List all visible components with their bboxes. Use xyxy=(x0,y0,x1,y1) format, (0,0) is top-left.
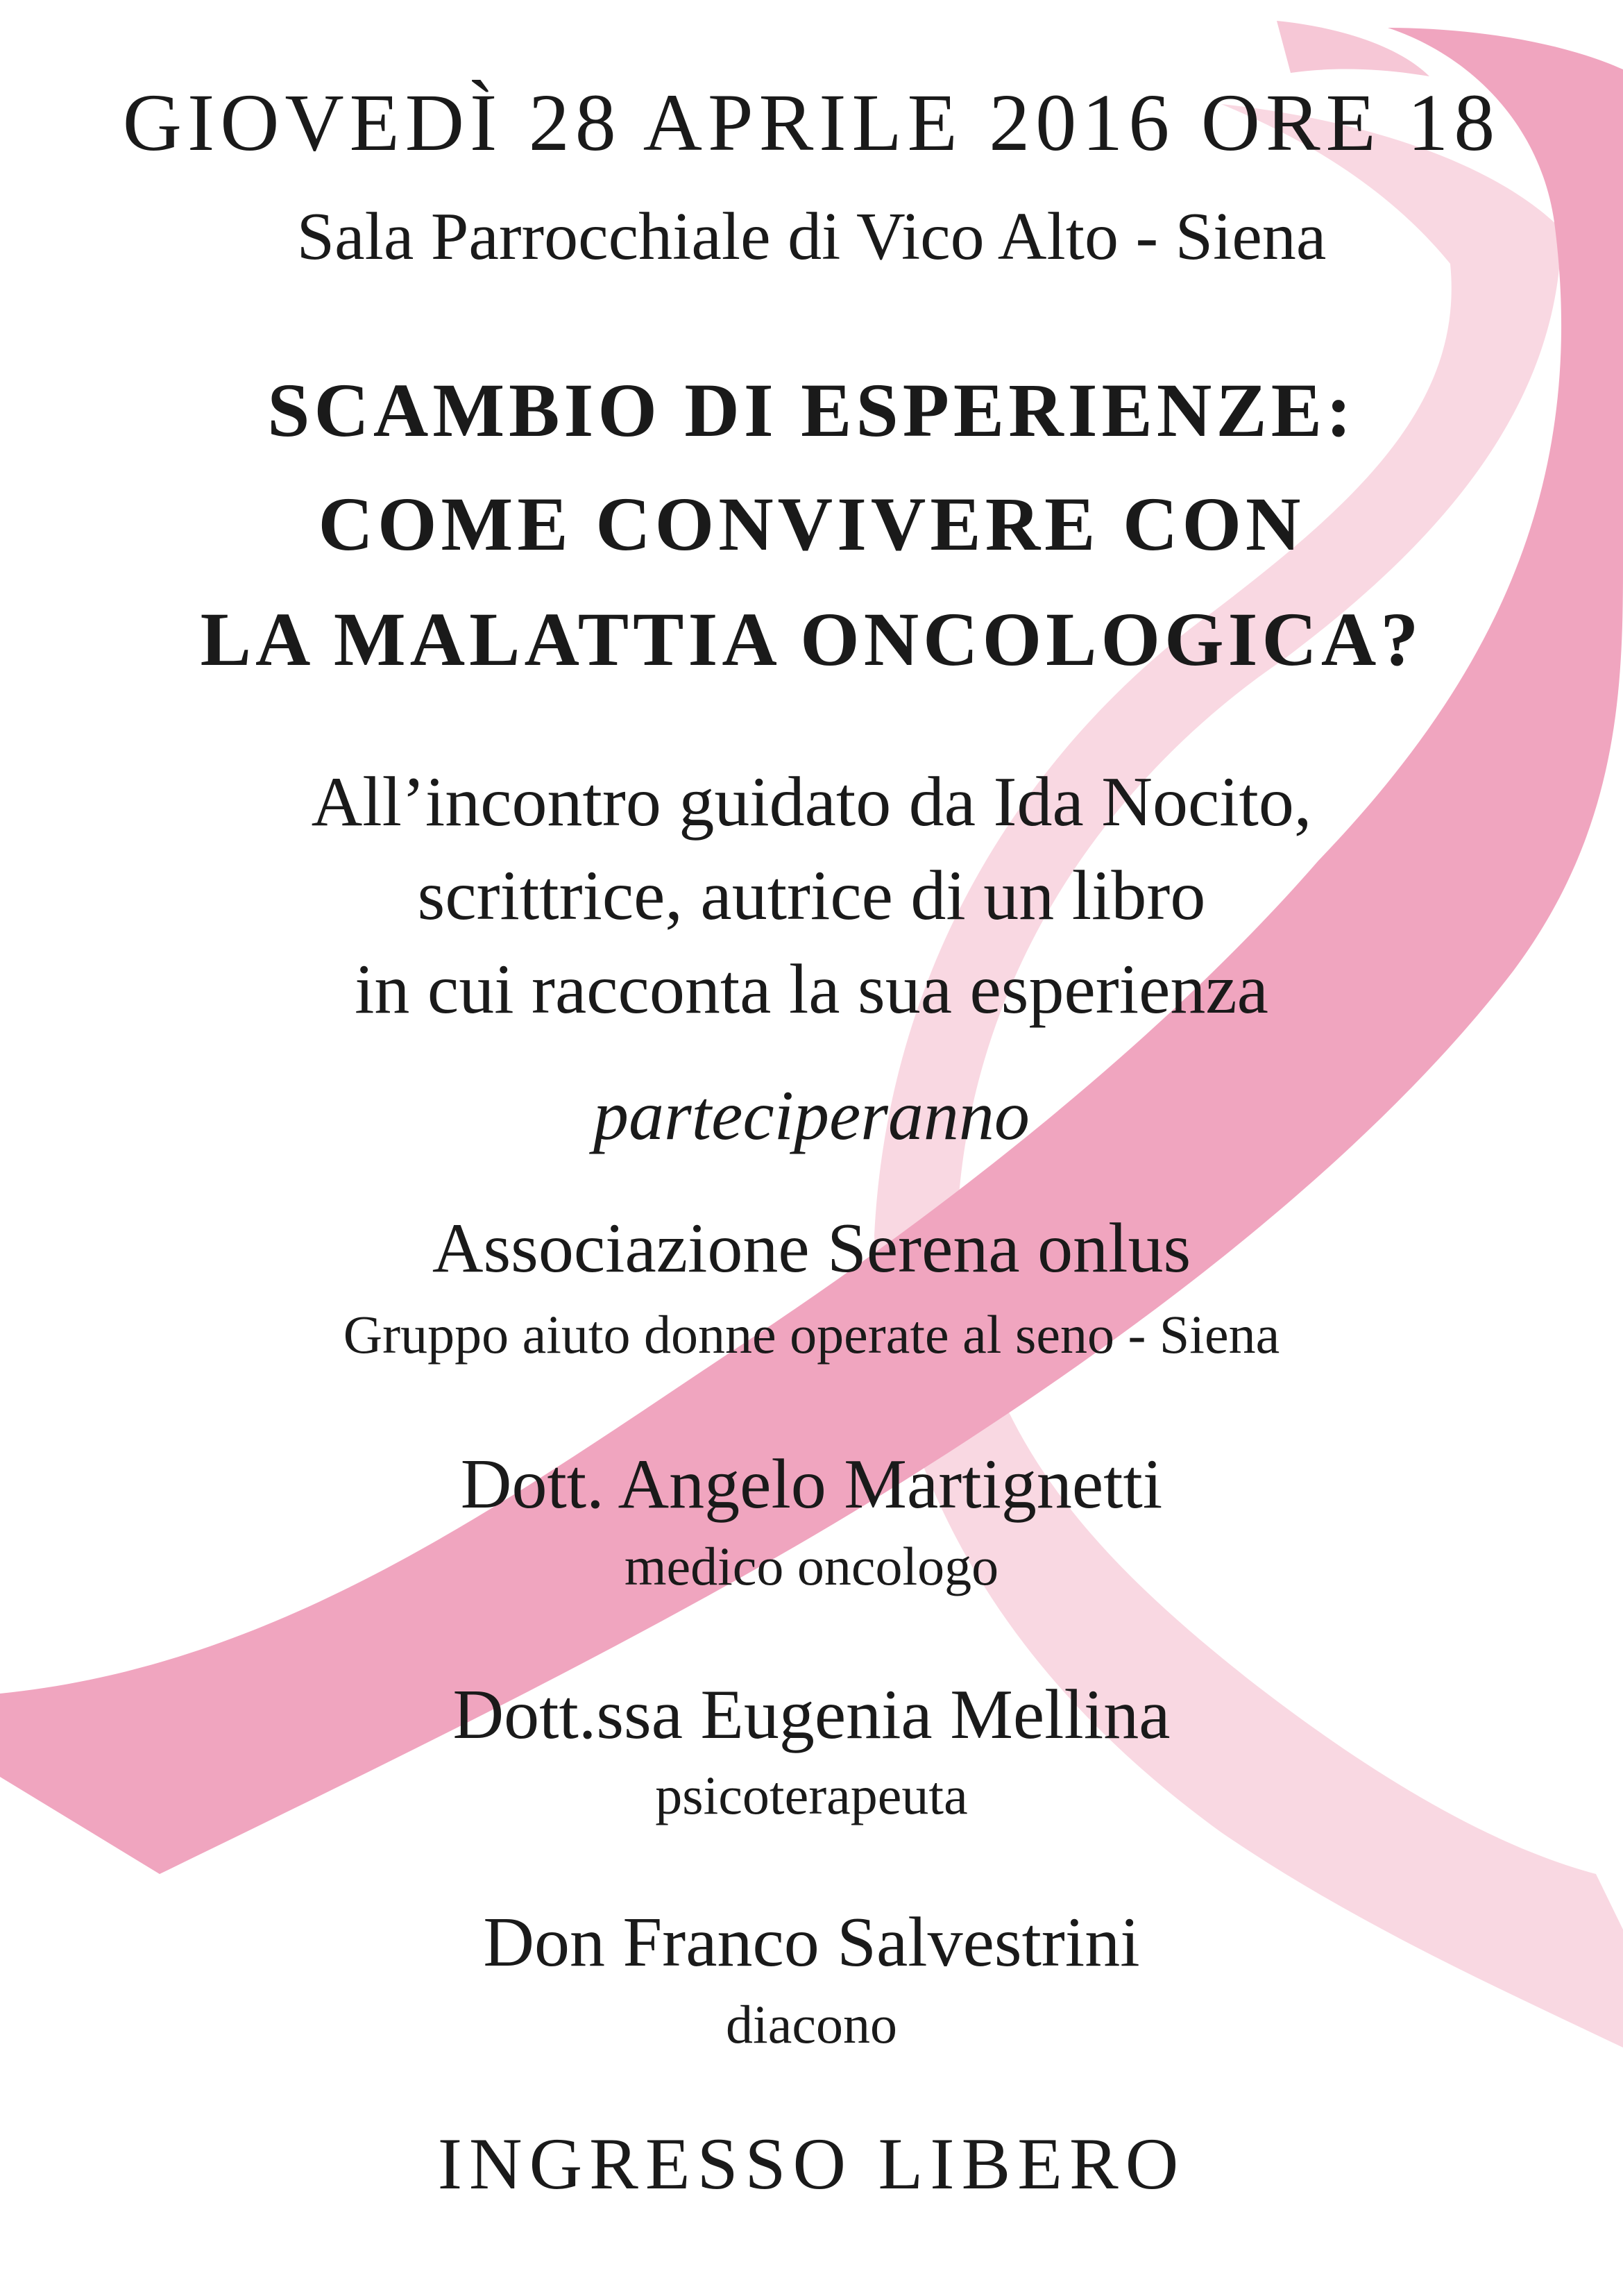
participant-role: diacono xyxy=(726,1994,897,2054)
intro-line-2: scrittrice, autrice di un libro xyxy=(417,856,1206,935)
participant-role: medico oncologo xyxy=(624,1536,999,1596)
intro-line-1: All’incontro guidato da Ida Nocito, xyxy=(311,763,1312,841)
title-line-3: LA MALATTIA ONCOLOGICA? xyxy=(200,597,1423,682)
title-line-2: COME CONVIVERE CON xyxy=(318,482,1305,566)
participant-name: Don Franco Salvestrini xyxy=(483,1903,1140,1982)
entry-free-footer: INGRESSO LIBERO xyxy=(437,2123,1186,2204)
participant-name: Associazione Serena onlus xyxy=(432,1209,1191,1288)
participant-role: Gruppo aiuto donne operate al seno - Siena xyxy=(343,1304,1280,1365)
event-date-time: GIOVEDÌ 28 APRILE 2016 ORE 18 xyxy=(122,77,1501,168)
title-line-1: SCAMBIO DI ESPERIENZE: xyxy=(267,368,1356,453)
intro-line-3: in cui racconta la sua esperienza xyxy=(355,950,1268,1029)
participants-heading: parteciperanno xyxy=(593,1077,1030,1155)
participant-role: psicoterapeuta xyxy=(655,1765,968,1825)
participant-name: Dott. Angelo Martignetti xyxy=(460,1445,1163,1523)
event-venue: Sala Parrocchiale di Vico Alto - Siena xyxy=(296,199,1327,274)
participant-name: Dott.ssa Eugenia Mellina xyxy=(452,1675,1171,1754)
